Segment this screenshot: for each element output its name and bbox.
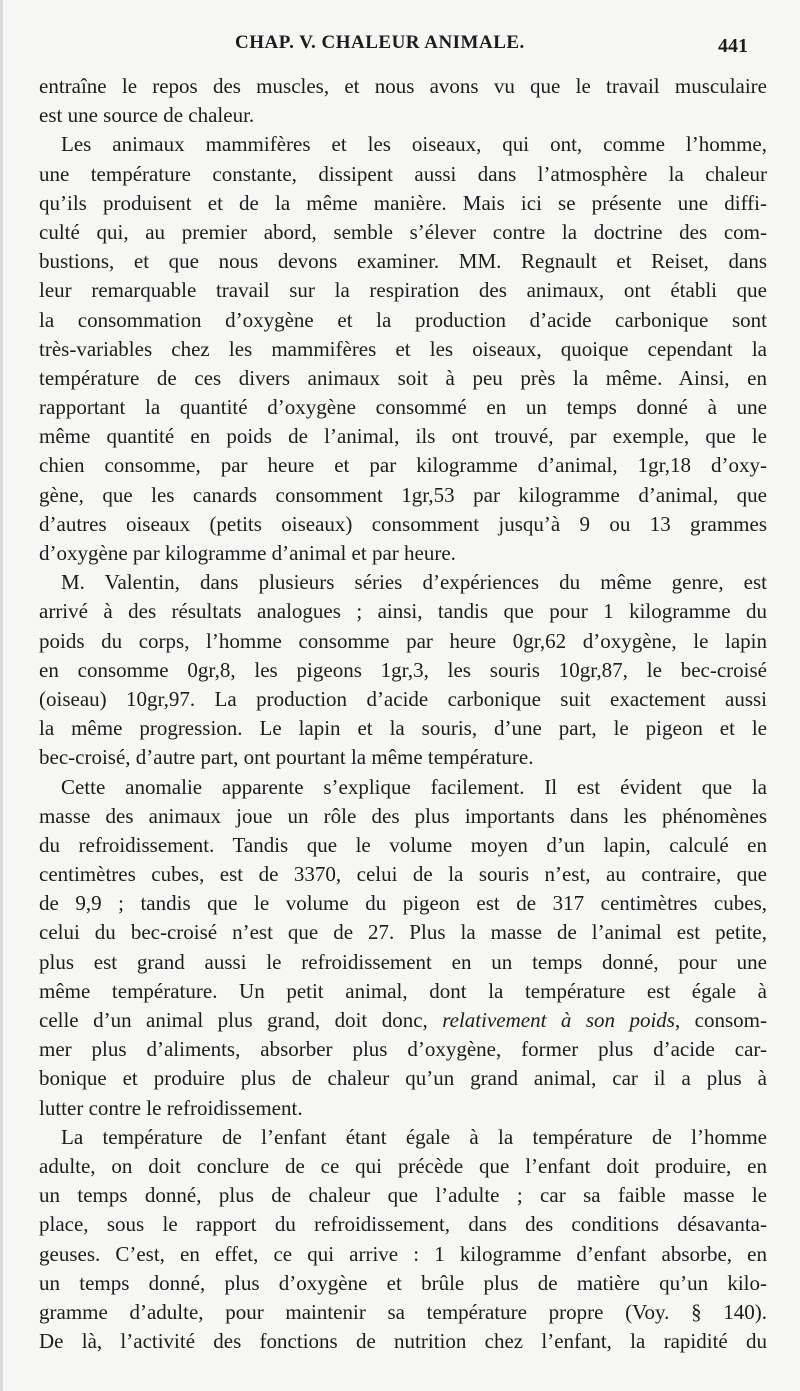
text-line: d’autres oiseaux (petits oiseaux) consomment jusqu’à 9 ou 13 grammes — [39, 511, 767, 536]
text-line: leur remarquable travail sur la respiration des animaux, ont établi que — [39, 278, 767, 303]
text-line: poids du corps, l’homme consomme par heure 0gr,62 d’oxygène, le lapin — [39, 628, 767, 653]
text-line: d’oxygène par kilogramme d’animal et par heure. — [39, 541, 456, 565]
text-line: rapportant la quantité d’oxygène consommé en un temps donné à une — [39, 395, 767, 420]
text-line: est une source de chaleur. — [39, 103, 255, 128]
text-line: celui du bec-croisé n’est que de 27. Plus la masse de l’animal est petite, — [39, 920, 767, 945]
text-line: adulte, on doit conclure de ce qui précède que l’enfant doit produire, en — [39, 1153, 767, 1178]
italic-emphasis: relativement à son poids — [442, 1008, 675, 1032]
text-line: un temps donné, plus d’oxygène et brûle plus de matière qu’un kilo- — [39, 1270, 767, 1295]
text-line: une température constante, dissipent aussi dans l’atmosphère la chaleur — [39, 161, 767, 186]
text-line: bustions, et que nous devons examiner. MM. Regnault et Reiset, dans — [39, 249, 767, 274]
text-line: La température de l’enfant étant égale à la température de l’homme — [61, 1124, 767, 1149]
text-line: qu’ils produisent et de la même manière. Mais ici se présente une diffi- — [39, 190, 767, 215]
text-line-with-emphasis — [39, 1006, 767, 1035]
text-line: entraîne le repos des muscles, et nous avons vu que le travail musculaire — [39, 74, 767, 98]
text-line: plus est grand aussi le refroidissement en un temps donné, pour une — [39, 949, 767, 974]
text-line: mer plus d’aliments, absorber plus d’oxygène, former plus d’acide car- — [39, 1037, 767, 1062]
text-line: même température. Un petit animal, dont la température est égale à — [39, 978, 767, 1003]
text-line: même quantité en poids de l’animal, ils ont trouvé, par exemple, que le — [39, 424, 767, 449]
running-title: CHAP. V. CHALEUR ANIMALE. — [235, 32, 525, 53]
text-line: (oiseau) 10gr,97. La production d’acide carbonique suit exactement aussi — [39, 686, 767, 711]
text-line: en consomme 0gr,8, les pigeons 1gr,3, les souris 10gr,87, le bec-croisé — [39, 657, 767, 682]
text-line: place, sous le rapport du refroidissement, dans des conditions désavanta- — [39, 1212, 767, 1237]
paragraph-mammals-birds — [39, 130, 767, 568]
text-line: gramme d’adulte, pour maintenir sa température propre (Voy. § 140). — [39, 1299, 767, 1324]
page-number: 441 — [718, 35, 748, 57]
line-segment: , consom- — [674, 1008, 767, 1032]
text-line: gène, que les canards consomment 1gr,53 par kilogramme d’animal, que — [39, 482, 767, 507]
text-line: de 9,9 ; tandis que le volume du pigeon est de 317 centimètres cubes, — [39, 891, 767, 916]
text-line: lutter contre le refroidissement. — [39, 1095, 303, 1120]
text-line: M. Valentin, dans plusieurs séries d’expériences du même genre, est — [61, 570, 767, 595]
body-text — [39, 72, 767, 1356]
text-line: chien consomme, par heure et par kilogramme d’animal, 1gr,18 d’oxy- — [39, 453, 767, 478]
paragraph-anomaly — [39, 773, 767, 1123]
running-head — [3, 32, 800, 62]
text-line: De là, l’activité des fonctions de nutrition chez l’enfant, la rapidité du — [39, 1329, 767, 1354]
text-line: geuses. C’est, en effet, ce qui arrive : 1 kilogramme d’enfant absorbe, en — [39, 1241, 767, 1266]
paragraph-continuation — [39, 72, 767, 130]
text-line: du refroidissement. Tandis que le volume moyen d’un lapin, calculé en — [39, 832, 767, 857]
line-segment: celle d’un animal plus grand, doit donc, — [39, 1008, 443, 1032]
text-line: arrivé à des résultats analogues ; ainsi, tandis que pour 1 kilogramme du — [39, 599, 767, 624]
text-line: très-variables chez les mammifères et les oiseaux, quoique cependant la — [39, 336, 767, 361]
text-line: bonique et produire plus de chaleur qu’un grand animal, car il a plus à — [39, 1066, 767, 1091]
paragraph-child-temperature — [39, 1123, 767, 1357]
text-line: masse des animaux joue un rôle des plus importants dans les phénomènes — [39, 803, 767, 828]
text-line: Les animaux mammifères et les oiseaux, qui ont, comme l’homme, — [61, 132, 767, 157]
text-line: centimètres cubes, est de 3370, celui de la souris n’est, au contraire, que — [39, 862, 767, 887]
text-line: Cette anomalie apparente s’explique facilement. Il est évident que la — [61, 774, 767, 799]
paragraph-valentin — [39, 568, 767, 772]
text-line: bec-croisé, d’autre part, ont pourtant la même température. — [39, 745, 534, 770]
text-line: la même progression. Le lapin et la souris, d’une part, le pigeon et le — [39, 716, 767, 741]
text-line: la consommation d’oxygène et la production d’acide carbonique sont — [39, 307, 767, 332]
text-line: un temps donné, plus de chaleur que l’adulte ; car sa faible masse le — [39, 1183, 767, 1208]
text-line: température de ces divers animaux soit à peu près la même. Ainsi, en — [39, 365, 767, 390]
text-line: culté qui, au premier abord, semble s’élever contre la doctrine des com- — [39, 219, 767, 244]
